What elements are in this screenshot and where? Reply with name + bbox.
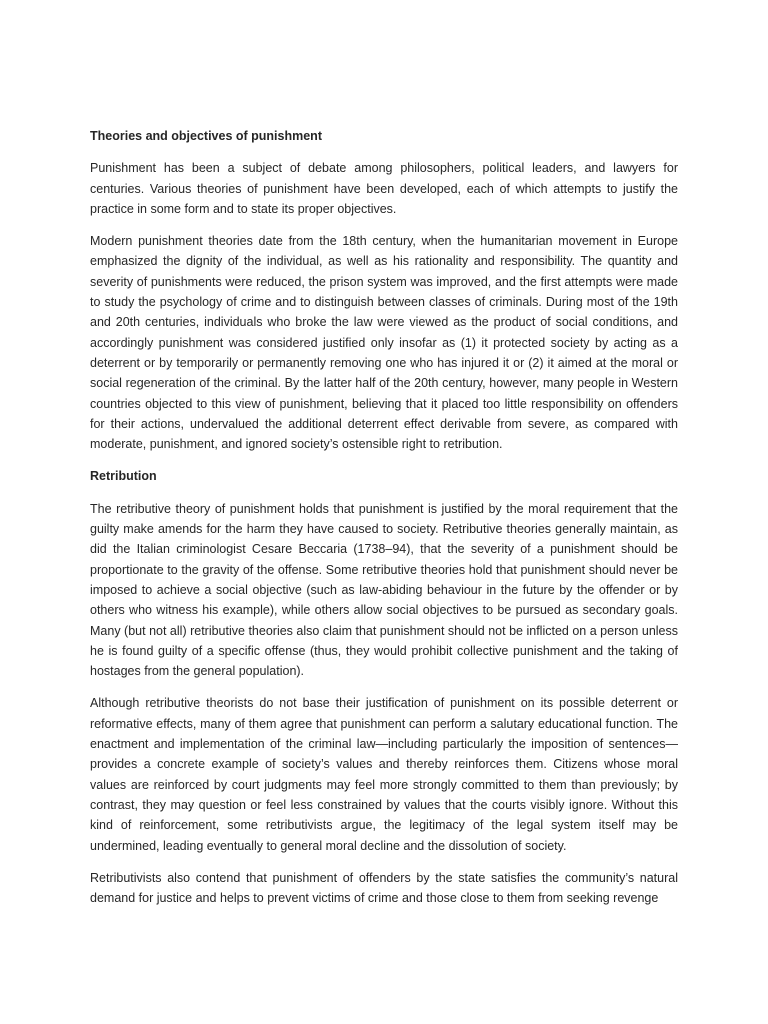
paragraph-educational-function: Although retributive theorists do not base their justification of punishment on its possible deterrent or reformative effects, many of them agree that punishment can perform a salutary educational function. The enactment and implementation of the criminal law—including particularly the imposition of sentences—provides a concrete example of society’s values and thereby reinforces them. Citizens whose moral values are reinforced by court judgments may feel more strongly committed to them than previously; by contrast, they may question or feel less constrained by values that the courts visibly ignore. Without this kind of reinforcement, some retributivists argue, the legitimacy of the legal system itself may be undermined, leading eventually to general moral decline and the dissolution of society. (90, 696, 678, 853)
paragraph-intro: Punishment has been a subject of debate among philosophers, political leaders, and lawyers for centuries. Various theories of punishment have been developed, each of which attempts to justify the practice in some form and to state its proper objectives. (90, 161, 678, 216)
section-heading-theories: Theories and objectives of punishment (90, 129, 322, 143)
paragraph-retributive-theory: The retributive theory of punishment holds that punishment is justified by the moral requirement that the guilty make amends for the harm they have caused to society. Retributive theories generally maintain, as did the Italian criminologist Cesare Beccaria (1738–94), that the severity of a punishment should be proportionate to the gravity of the offense. Some retributive theories hold that punishment should never be imposed to achieve a social objective (such as law-abiding behaviour in the future by the offender or by others who witness his example), while others allow social objectives to be pursued as secondary goals. Many (but not all) retributive theories also claim that punishment should not be inflicted on a person unless he is found guilty of a specific offense (thus, they would prohibit collective punishment and the taking of hostages from the general population). (90, 501, 678, 679)
document-page (90, 126, 678, 920)
section-heading-retribution: Retribution (90, 469, 157, 484)
paragraph-demand-for-justice: Retributivists also contend that punishment of offenders by the state satisfies the community’s natural demand for justice and helps to prevent victims of crime and those close to them from seeking revenge (90, 870, 678, 906)
paragraph-modern-theories: Modern punishment theories date from the 18th century, when the humanitarian movement in Europe emphasized the dignity of the individual, as well as his rationality and responsibility. The quantity and severity of punishments were reduced, the prison system was improved, and the first attempts were made to study the psychology of crime and to distinguish between classes of criminals. During most of the 19th and 20th centuries, individuals who broke the law were viewed as the product of social conditions, and accordingly punishment was considered justified only insofar as (1) it protected society by acting as a deterrent or by temporarily or permanently removing one who has injured it or (2) it aimed at the moral or social regeneration of the criminal. By the latter half of the 20th century, however, many people in Western countries objected to this view of punishment, believing that it placed too little responsibility on offenders for their actions, undervalued the additional deterrent effect derivable from severe, as compared with moderate, punishment, and ignored society’s ostensible right to retribution. (90, 234, 678, 452)
